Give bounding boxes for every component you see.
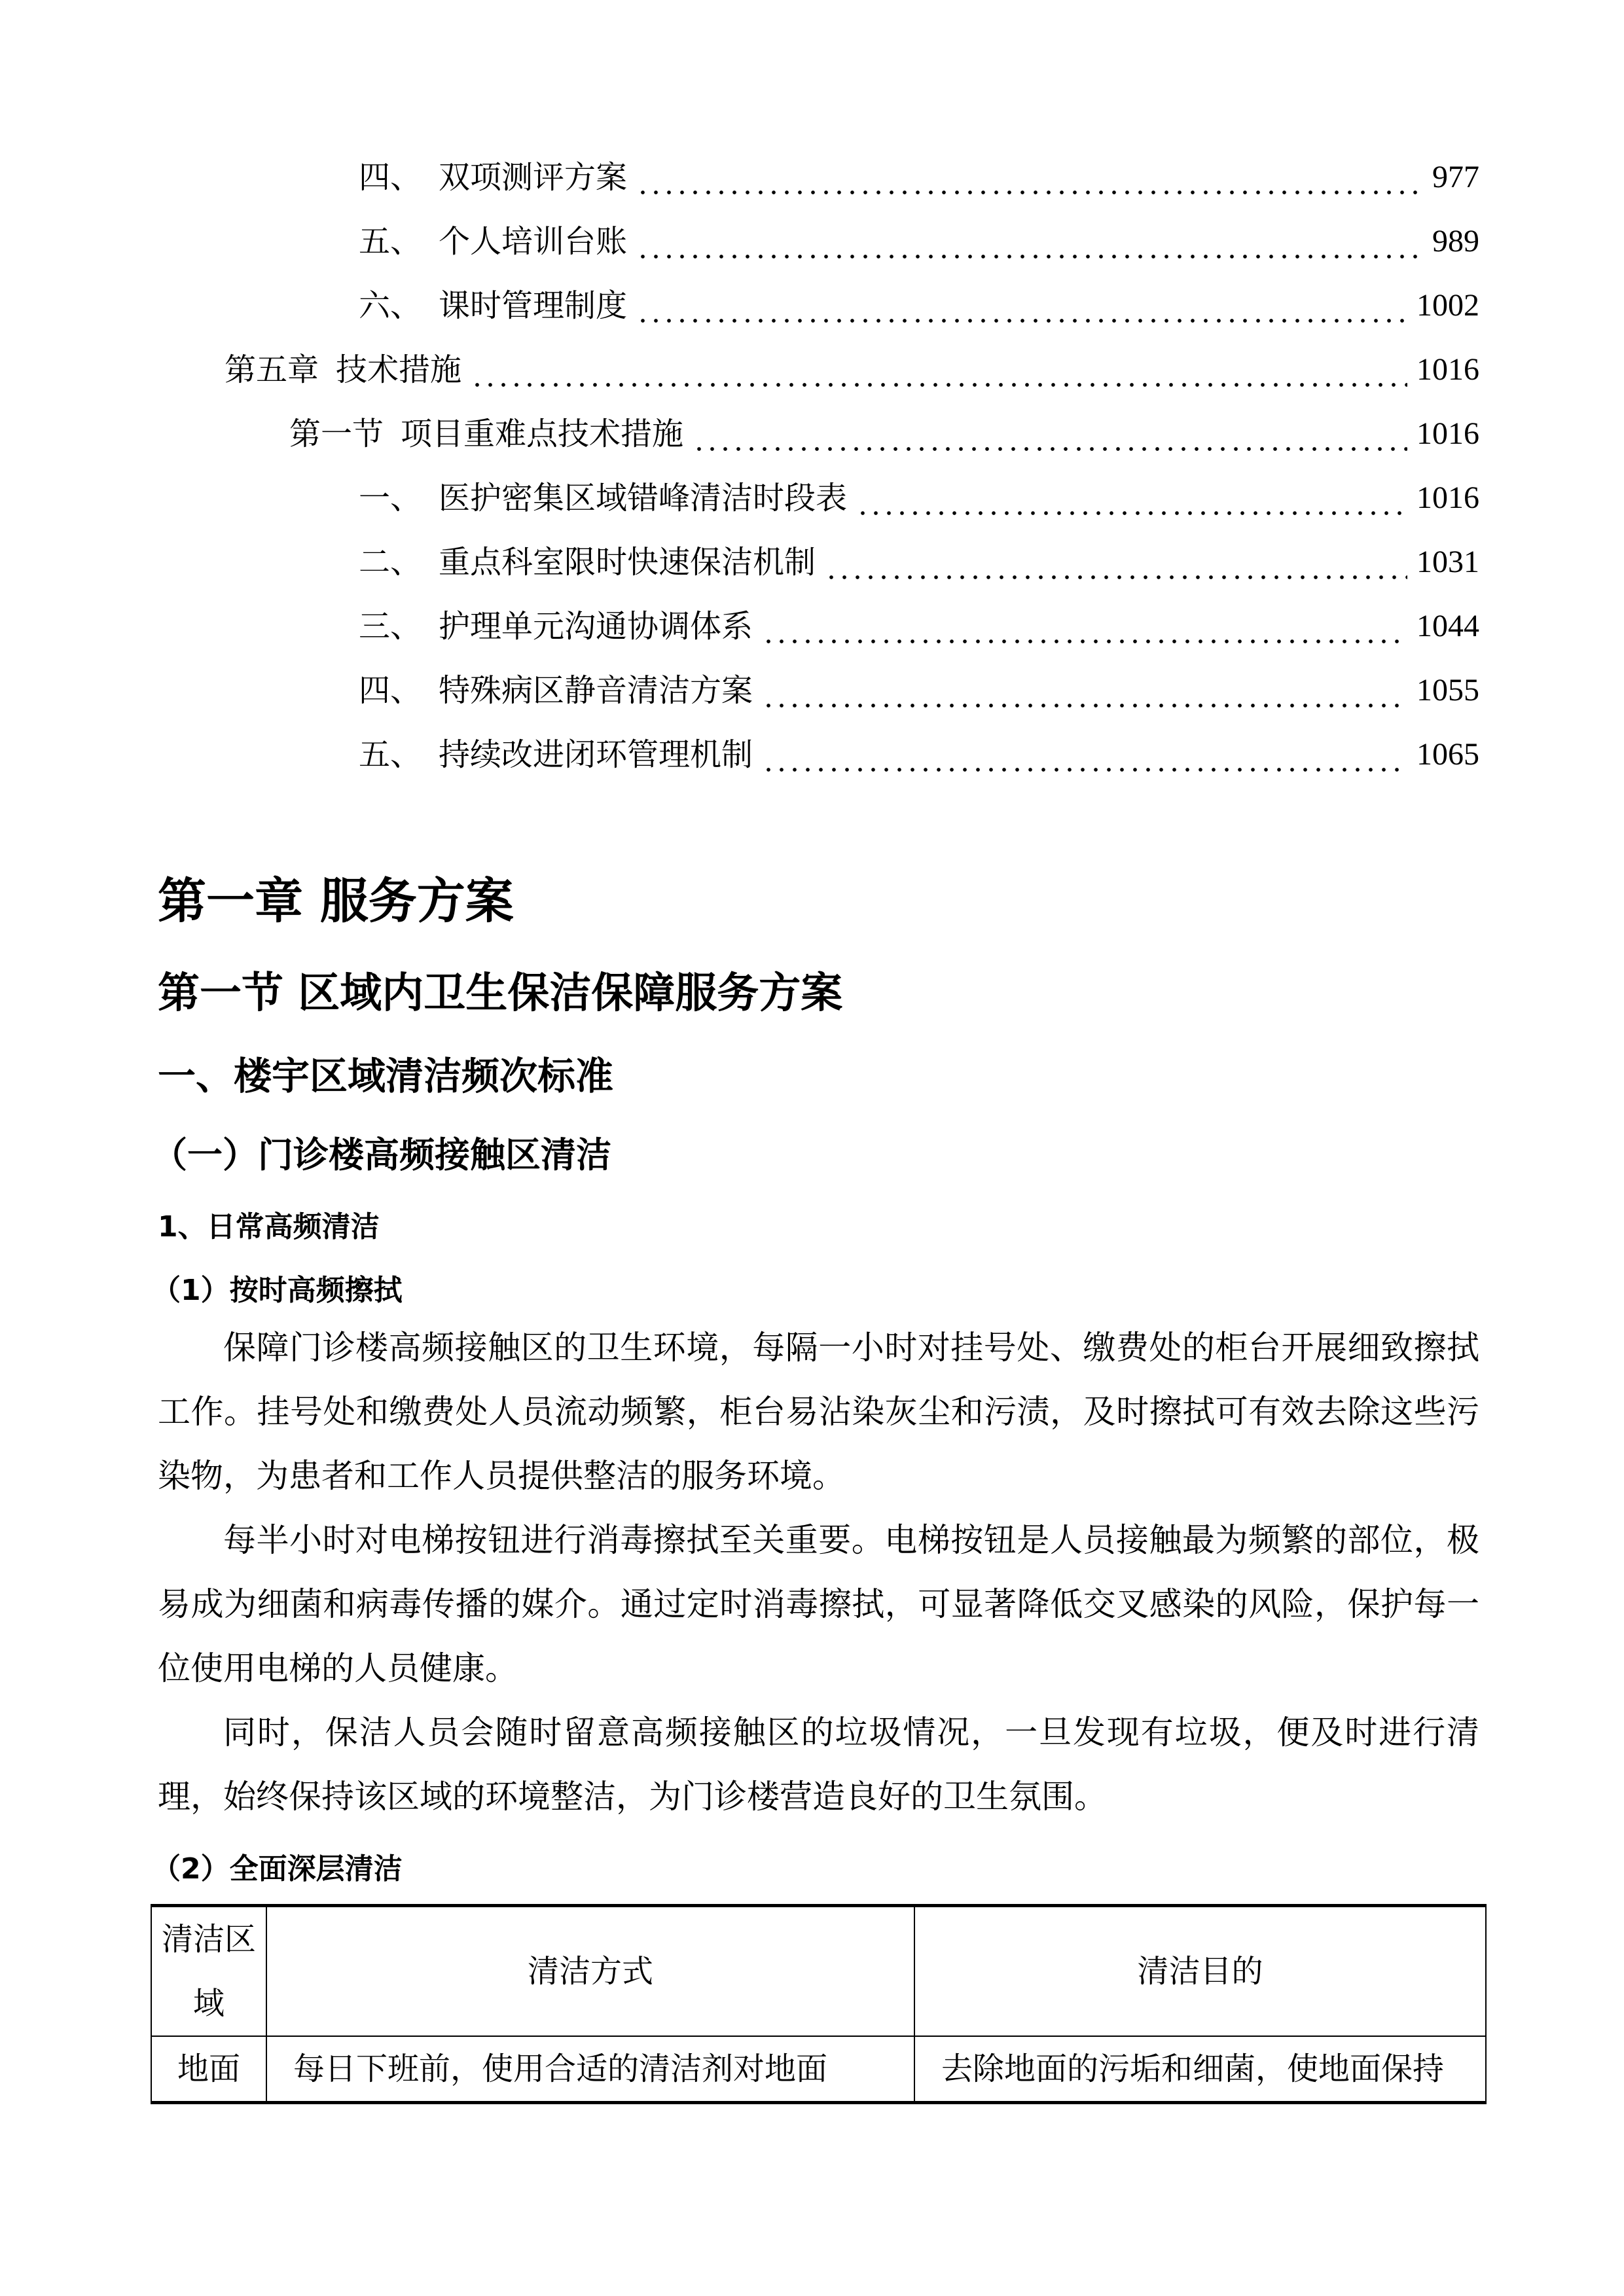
body-text (158, 1316, 1479, 1829)
sub-item-heading: 1、日常高频清洁 (158, 1210, 380, 1244)
table-row (151, 2036, 1486, 2103)
toc-entry-number: 二、 (359, 544, 422, 581)
paragraph: 每半小时对电梯按钮进行消毒擦拭至关重要。电梯按钮是人员接触最为频繁的部位，极易成为细菌和病毒传播的媒介。通过定时消毒擦拭，可显著降低交叉感染的风险，保护每一位使用电梯的人员健康。 (158, 1521, 1479, 1687)
toc-entry[interactable] (0, 530, 1479, 594)
toc-entry-page: 1016 (1416, 416, 1479, 451)
point-heading-1: （1）按时高频擦拭 (152, 1274, 403, 1307)
toc-entry-title: 个人培训台账 (439, 223, 628, 260)
toc-entry-title: 护理单元沟通协调体系 (439, 608, 753, 645)
toc-entry-page: 1031 (1416, 545, 1479, 579)
toc-entry-page: 1044 (1416, 609, 1479, 643)
toc-entry-page: 1016 (1416, 352, 1479, 387)
dot-leader (471, 338, 1407, 402)
toc-entry[interactable] (0, 402, 1479, 466)
toc-entry-page: 1016 (1416, 480, 1479, 515)
dot-leader (762, 658, 1407, 723)
section-heading: 第一节 区域内卫生保洁保障服务方案 (158, 969, 843, 1018)
cleaning-table (151, 1904, 1487, 2104)
item-heading: （一）门诊楼高频接触区清洁 (152, 1134, 611, 1175)
table-cell: 去除地面的污垢和细菌，使地面保持 (914, 2036, 1486, 2103)
toc-entry-page: 1002 (1416, 288, 1479, 323)
table-header-row (151, 1906, 1486, 2037)
toc-entry-title: 医护密集区域错峰清洁时段表 (439, 480, 848, 516)
table-cell: 地面 (151, 2036, 266, 2103)
dot-leader (693, 402, 1407, 466)
toc-entry-number: 四、 (359, 672, 422, 709)
toc-entry-number: 五、 (359, 223, 422, 260)
toc-entry-number: 第五章 (225, 351, 319, 388)
dot-leader (762, 594, 1407, 658)
header-cell: 清洁区域 (151, 1906, 266, 2037)
dot-leader (636, 274, 1407, 338)
toc-entry-title: 技术措施 (336, 351, 462, 388)
toc-entry-title: 特殊病区静音清洁方案 (439, 672, 753, 709)
subsection-heading: 一、楼宇区域清洁频次标准 (158, 1054, 614, 1098)
toc-entry-title: 项目重难点技术措施 (401, 416, 684, 452)
toc-entry[interactable] (0, 209, 1479, 274)
toc-entry[interactable] (0, 338, 1479, 402)
toc-entry[interactable] (0, 145, 1479, 209)
toc-entry-title: 双项测评方案 (439, 159, 628, 196)
dot-leader (636, 209, 1423, 274)
toc-entry-page: 977 (1432, 160, 1479, 194)
toc-entry-title: 重点科室限时快速保洁机制 (439, 544, 816, 581)
toc-entry-number: 三、 (359, 608, 422, 645)
point-heading-2: （2）全面深层清洁 (152, 1852, 403, 1886)
dot-leader (636, 145, 1423, 209)
chapter-heading: 第一章 服务方案 (158, 873, 514, 929)
toc-entry[interactable] (0, 274, 1479, 338)
paragraph: 同时，保洁人员会随时留意高频接触区的垃圾情况，一旦发现有垃圾，便及时进行清理，始终保持该区域的环境整洁，为门诊楼营造良好的卫生氛围。 (158, 1713, 1479, 1816)
toc-entry[interactable] (0, 594, 1479, 658)
toc-entry-title: 持续改进闭环管理机制 (439, 736, 753, 773)
toc-entry-number: 四、 (359, 159, 422, 196)
toc-entry-page: 1065 (1416, 737, 1479, 772)
table-of-contents (0, 145, 1624, 787)
toc-entry[interactable] (0, 723, 1479, 787)
paragraph: 保障门诊楼高频接触区的卫生环境，每隔一小时对挂号处、缴费处的柜台开展细致擦拭工作。挂号处和缴费处人员流动频繁，柜台易沾染灰尘和污渍，及时擦拭可有效去除这些污染物，为患者和工作人员提供整洁的服务环境。 (158, 1329, 1479, 1495)
header-cell: 清洁目的 (914, 1906, 1486, 2037)
toc-entry-number: 六、 (359, 287, 422, 324)
toc-entry-page: 1055 (1416, 673, 1479, 708)
toc-entry-number: 第一节 (289, 416, 384, 452)
dot-leader (825, 530, 1407, 594)
table-cell: 每日下班前，使用合适的清洁剂对地面 (266, 2036, 914, 2103)
toc-entry-page: 989 (1432, 224, 1479, 259)
toc-entry[interactable] (0, 658, 1479, 723)
toc-entry[interactable] (0, 466, 1479, 530)
toc-entry-number: 五、 (359, 736, 422, 773)
header-cell: 清洁方式 (266, 1906, 914, 2037)
toc-entry-title: 课时管理制度 (439, 287, 628, 324)
dot-leader (762, 723, 1407, 787)
toc-entry-number: 一、 (359, 480, 422, 516)
dot-leader (856, 466, 1407, 530)
